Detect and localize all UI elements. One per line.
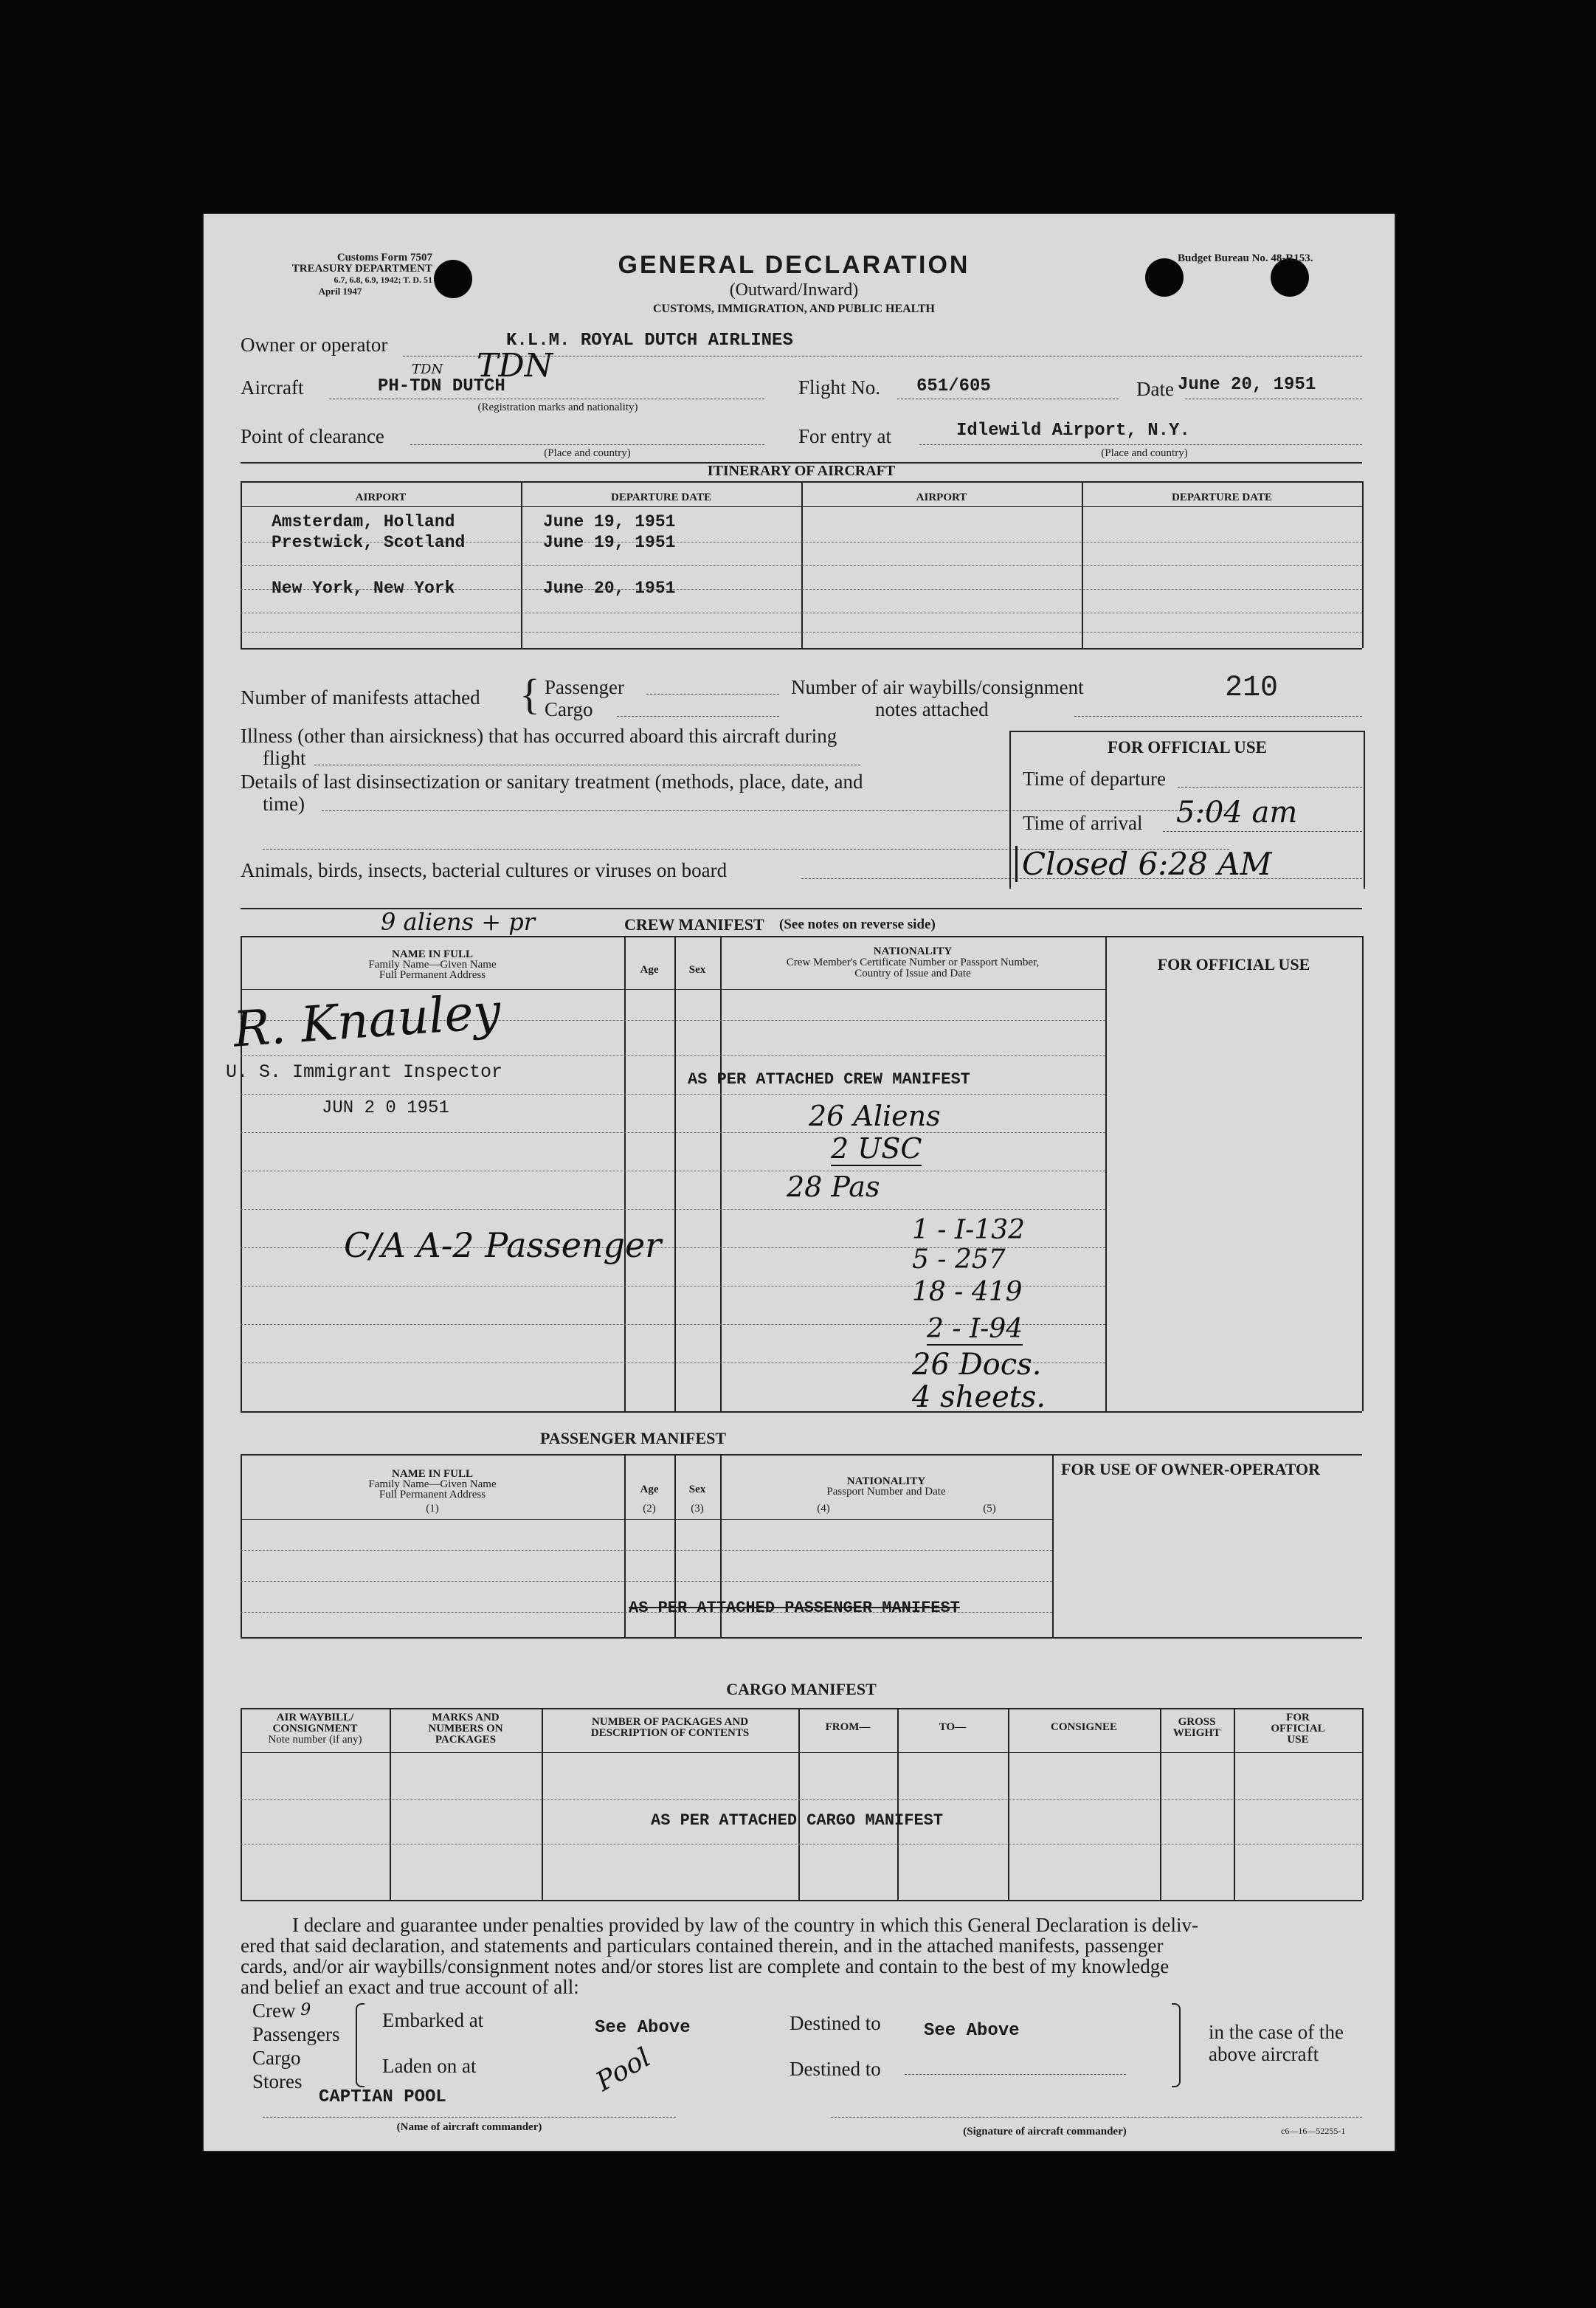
print-code: c6—16—52255-1 [1281, 2126, 1346, 2136]
aircraft-hand-small: TDN [412, 362, 443, 377]
itin-row-1-date: June 19, 1951 [543, 512, 676, 531]
crew-hand-note: 9 aliens + pr [381, 908, 535, 936]
itin-col-departure-2: DEPARTURE DATE [1171, 492, 1272, 503]
waybills-value: 210 [1225, 672, 1279, 705]
passenger-attached: AS PER ATTACHED PASSENGER MANIFEST [629, 1599, 960, 1617]
case-text: in the case of the above aircraft [1209, 2021, 1344, 2065]
manifest-cargo-label: Cargo [545, 698, 593, 720]
crew-side-note: C/A A-2 Passenger [344, 1225, 662, 1265]
pass-n1: (1) [426, 1503, 439, 1515]
crew-col-nationality: NATIONALITY Crew Member's Certificate Number or Passport Number, Country of Issue and Date [786, 945, 1040, 979]
inspector-stamp-date: JUN 2 0 1951 [322, 1098, 449, 1118]
waybills-label-2: notes attached [875, 698, 989, 720]
crew-col-sex: Sex [688, 964, 706, 976]
itin-col-airport-1: AIRPORT [355, 492, 407, 503]
aircraft-value: PH-TDN DUTCH [378, 376, 505, 396]
pass-n3: (3) [691, 1503, 704, 1515]
flight-label: Flight No. [798, 376, 881, 399]
cargo-col-weight: GROSS WEIGHT [1172, 1716, 1221, 1739]
crew-manifest-title: CREW MANIFEST [624, 915, 764, 934]
itin-col-airport-2: AIRPORT [916, 492, 967, 503]
official-use-title: FOR OFFICIAL USE [1108, 738, 1267, 757]
general-declaration-form: Customs Form 7507 TREASURY DEPARTMENT 6.7, 6.8, 6.9, 1942; T. D. 51 April 1947 GENERAL DECLARATION (Outward/Inward) CUSTOMS, IMMIGRATION, AND PUBLIC HEALTH Budget Bureau No. 48-R153. Owner or operator K.L.M. ROYAL DUTCH AIRLINES Aircraft PH-TDN DUTCH TDN TDN (Registration marks and nationality) Flight No. 651/605 Date June 20, 1951 Point of clearance (Place and country) For entry at Idlewild Airport, N.Y. (Place and country) ITINERARY OF AIRCRAFT AIRPORT DEPARTURE DATE AIRPORT DEPARTURE DATE Amsterdam, Holland June 19, 1951 Prestwick, Scotland June 19, 1951 New York, New York June 20, 1951 Number of manifests attached { Passenger Cargo Number of air waybills/consignment notes attached 210 Illness (other than airsickness) that has occurred aboard this aircraft during flight Details of last disinsectization or sanitary treatment (methods, place, date, and time) Animals, birds, insects, bacterial cultures or viruses on board FOR OFFICIAL USE Time of departure Time of arrival 5:04 am Closed 6:28 AM 9 aliens + pr CREW MANIFEST (See notes on reverse side) NAME IN FULL Family Name—Given Name Full Permanent Address Age Sex NATIONALITY Crew Member's Certificate Number or Passport Number, Country of Issue and Date FOR OFFICIAL USE R. Knauley U. S. Immigrant Inspector JUN 2 0 1951 AS PER ATTACHED CREW MANIFEST 26 Aliens 2 USC 28 Pas C/A A-2 Passenger 1 - I-132 5 - 257 18 - 419 2 - I-94 26 Docs. 4 sheets. PASSENGER MANIFEST FOR USE OF OWNER-OPERATOR NAME IN FULL Family Name—Given Name Full Permanent Address Age Sex NATIONALITY Passport Number and Date (1) (2) (3) (4) (5) AS PER ATTACHED PASSENGER MANIFEST CARGO MANIFEST AIR WAYBILL/ CONSIGNMENT Note number (if any) MARKS AND NUMBERS ON PACKAGES NUMBER OF PACKAGES AND DESCRIPTION OF CONTENTS FROM— TO— CONSIGNEE GROSS WEIGHT FOR OFFICIAL USE AS PER ATTACHED CARGO MANIFEST I declare and guarantee under penalties provided by law of the country in which this General Declaration is deliv- ered that said declaration, and statements and particulars contained therein, and in the attached manifests, passenger cards, and/or air waybills/consignment notes and/or stores list are complete and contain to the best of my knowledge and belief an exact and true account of all: Crew $^9$ Passengers Cargo Stores Embarked at See Above Laden on at Pool Destined to See Above Destined to in the case of the above aircraft CAPTIAN POOL (Name of aircraft commander) (Signature of aircraft commander) c6—16—52255-1 [204, 214, 1395, 2151]
itin-row-2-airport: Prestwick, Scotland [272, 533, 466, 552]
destined-label-1: Destined to [790, 2012, 881, 2034]
form-number: Customs Form 7507 TREASURY DEPARTMENT 6.7, 6.8, 6.9, 1942; T. D. 51 April 1947 [291, 252, 432, 297]
manifests-label: Number of manifests attached [241, 686, 480, 709]
cargo-col-consignee: CONSIGNEE [1050, 1721, 1118, 1733]
commander-name-caption: (Name of aircraft commander) [396, 2121, 542, 2133]
crew-col-name: NAME IN FULL Family Name—Given Name Full Permanent Address [368, 948, 497, 981]
date-value: June 20, 1951 [1178, 375, 1316, 395]
owner-value: K.L.M. ROYAL DUTCH AIRLINES [506, 331, 793, 351]
waybills-label-1: Number of air waybills/consignment [791, 676, 1084, 698]
passenger-manifest-title: PASSENGER MANIFEST [540, 1429, 727, 1447]
pass-col-age: Age [640, 1484, 659, 1495]
aircraft-label: Aircraft [241, 376, 304, 399]
cargo-attached: AS PER ATTACHED CARGO MANIFEST [651, 1811, 944, 1830]
crew-code-3: 18 - 419 [912, 1277, 1023, 1307]
clearance-label: Point of clearance [241, 425, 384, 447]
pass-col-nationality: NATIONALITY Passport Number and Date [826, 1475, 946, 1498]
crew-attached: AS PER ATTACHED CREW MANIFEST [688, 1070, 970, 1089]
itin-row-4-airport: New York, New York [272, 579, 455, 598]
aircraft-hand: TDN [477, 347, 553, 385]
pass-col-name: NAME IN FULL Family Name—Given Name Full Permanent Address [368, 1468, 497, 1501]
form-title: GENERAL DECLARATION [618, 251, 970, 279]
crew-tally-total: 28 Pas [787, 1171, 880, 1203]
inspector-title: U. S. Immigrant Inspector [226, 1061, 503, 1083]
disinsect-label-1: Details of last disinsectization or sanitary treatment (methods, place, date, and [241, 771, 863, 793]
declaration-categories: Crew $^9$ Passengers Cargo Stores [252, 1999, 340, 2092]
arrival-time-hand: 5:04 am [1176, 796, 1298, 830]
itin-row-1-airport: Amsterdam, Holland [272, 512, 455, 531]
manifest-passenger-label: Passenger [545, 676, 624, 698]
crew-tally-usc: 2 USC [831, 1132, 922, 1165]
entry-caption: (Place and country) [1101, 447, 1188, 459]
cargo-col-packages: NUMBER OF PACKAGES AND DESCRIPTION OF CONTENTS [590, 1716, 750, 1739]
time-departure-label: Time of departure [1023, 768, 1166, 790]
crew-col-age: Age [640, 964, 659, 976]
crew-code-2: 5 - 257 [912, 1244, 1006, 1275]
destined-value: See Above [924, 2021, 1020, 2041]
owner-label: Owner or operator [241, 334, 388, 356]
disinsect-label-2: time) [263, 793, 305, 815]
commander-signature-caption: (Signature of aircraft commander) [963, 2126, 1127, 2138]
time-arrival-label: Time of arrival [1023, 812, 1143, 834]
cargo-col-marks: MARKS AND NUMBERS ON PACKAGES [428, 1712, 503, 1746]
crew-col-official: FOR OFFICIAL USE [1157, 955, 1310, 974]
itin-row-4-date: June 20, 1951 [543, 579, 676, 598]
owner-operator-use: FOR USE OF OWNER-OPERATOR [1061, 1460, 1321, 1478]
cargo-col-to: TO— [939, 1721, 967, 1733]
crew-code-5: 26 Docs. [912, 1348, 1042, 1382]
punch-hole-left [434, 260, 472, 298]
pass-n2: (2) [643, 1503, 656, 1515]
flight-value: 651/605 [916, 376, 991, 396]
itin-row-2-date: June 19, 1951 [543, 533, 676, 552]
cargo-col-waybill: AIR WAYBILL/ CONSIGNMENT Note number (if any) [268, 1712, 362, 1746]
entry-value: Idlewild Airport, N.Y. [956, 421, 1190, 441]
pass-col-sex: Sex [688, 1484, 706, 1495]
cargo-manifest-title: CARGO MANIFEST [726, 1680, 877, 1698]
embarked-label: Embarked at [382, 2009, 484, 2031]
pass-n4: (4) [817, 1503, 830, 1515]
aircraft-caption: (Registration marks and nationality) [477, 402, 638, 413]
commander-signature-mark: Pool [590, 2042, 656, 2098]
declaration-text: I declare and guarantee under penalties provided by law of the country in which this General Declaration is deliv- ered that said declaration, and statements and particulars contained therein, and in the attached manifests, passenger cards, and/or air waybills/consignment notes and/or stores list are complete and contain to the best of my knowledge and belief an exact and true account of all: [241, 1914, 1199, 1998]
illness-label-1: Illness (other than airsickness) that has occurred aboard this aircraft during [241, 725, 837, 747]
crew-manifest-note: (See notes on reverse side) [779, 917, 936, 932]
embarked-value: See Above [595, 2018, 691, 2038]
itinerary-title: ITINERARY OF AIRCRAFT [707, 463, 896, 479]
closed-time-hand: Closed 6:28 AM [1015, 846, 1272, 882]
illness-label-2: flight [263, 747, 306, 769]
cargo-col-from: FROM— [825, 1721, 871, 1733]
itin-col-departure-1: DEPARTURE DATE [610, 492, 711, 503]
animals-label: Animals, birds, insects, bacterial cultures or viruses on board [241, 859, 728, 881]
form-agency: CUSTOMS, IMMIGRATION, AND PUBLIC HEALTH [653, 303, 935, 315]
laden-label: Laden on at [382, 2055, 477, 2077]
destined-label-2: Destined to [790, 2058, 881, 2080]
cargo-col-official: FOR OFFICIAL USE [1271, 1712, 1325, 1746]
form-subtitle: (Outward/Inward) [729, 280, 859, 300]
inspector-signature: R. Knauley [231, 982, 503, 1058]
budget-bureau: Budget Bureau No. 48-R153. [1178, 252, 1313, 264]
crew-code-4: 2 - I-94 [927, 1314, 1023, 1344]
crew-tally-aliens: 26 Aliens [809, 1100, 941, 1132]
crew-code-1: 1 - I-132 [912, 1215, 1026, 1245]
date-label: Date [1136, 378, 1174, 400]
entry-label: For entry at [798, 425, 891, 447]
crew-code-6: 4 sheets. [912, 1380, 1046, 1414]
clearance-caption: (Place and country) [544, 447, 631, 459]
pass-n5: (5) [983, 1503, 996, 1515]
commander-name: CAPTIAN POOL [319, 2087, 446, 2107]
